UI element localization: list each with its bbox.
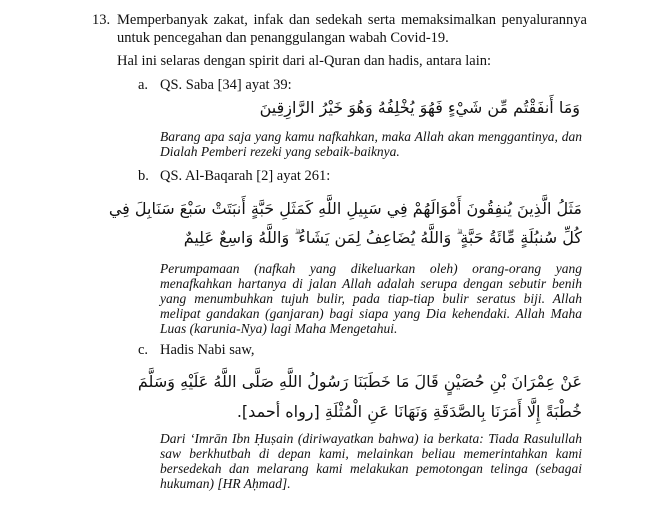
- ref-b-translation-line-2: menafkahkan hartanya di jalan Allah adalah serupa dengan sebutir benih: [160, 276, 582, 291]
- ref-c-translation-line-4: hukuman) [HR Aḥmad].: [160, 476, 291, 491]
- item13-line-2: untuk pencegahan dan penanggulangan wabah Covid-19.: [117, 30, 449, 46]
- ref-a-title: QS. Saba [34] ayat 39:: [160, 77, 292, 93]
- ref-a-arabic: وَمَا أَنفَقْتُم مِّن شَيْءٍ فَهُوَ يُخْلِفُهُ وَهُوَ خَيْرُ الرَّازِقِينَ: [259, 98, 580, 117]
- ref-a-marker: a.: [138, 77, 149, 93]
- ref-b-translation-line-5: Luas (karunia-Nya) lagi Maha Mengetahui.: [160, 321, 398, 336]
- ref-b-translation-line-4: melipat gandakan (ganjaran) bagi siapa yang Dia kehendaki. Allah Maha: [160, 306, 582, 321]
- intro-text: Hal ini selaras dengan spirit dari al-Quran dan hadis, antara lain:: [117, 53, 492, 69]
- ref-c-arabic-line-1: عَنْ عِمْرَانَ بْنِ حُصَيْنٍ قَالَ مَا خَطَبَنَا رَسُولُ اللَّهِ صَلَّى اللَّهُ عَلَيْهِ وَسَلَّمَ: [137, 372, 582, 391]
- ref-b-title: QS. Al-Baqarah [2] ayat 261:: [160, 168, 331, 184]
- ref-b-arabic-line-2: كُلِّ سُنبُلَةٍ مِّائَةُ حَبَّةٍ ۗ وَاللَّهُ يُضَاعِفُ لِمَن يَشَاءُ ۗ وَاللَّهُ وَاسِعٌ عَلِيمٌ: [183, 228, 582, 247]
- ref-c-translation-line-2: saw berkhutbah di depan kami, melainkan beliau memerintahkan kami: [160, 446, 582, 461]
- ref-a-translation-line-1: Barang apa saja yang kamu nafkahkan, maka Allah akan menggantinya, dan: [160, 129, 582, 144]
- item-number: 13.: [92, 12, 111, 28]
- ref-b-translation-line-3: yang menumbuhkan tujuh bulir, pada tiap-tiap bulir seratus biji. Allah: [160, 291, 582, 306]
- ref-a-translation-line-2: Dialah Pemberi rezeki yang sebaik-baiknya.: [160, 144, 400, 159]
- ref-c-translation-line-3: bersedekah dan melarang kami melakukan pemotongan telinga (sebagai: [160, 461, 582, 476]
- ref-c-arabic-line-2: خُطْبَةً إِلَّا أَمَرَنَا بِالصَّدَقَةِ وَنَهَانَا عَنِ الْمُثْلَةِ [رواه أحمد].: [236, 402, 582, 421]
- ref-b-arabic-line-1: مَثَلُ الَّذِينَ يُنفِقُونَ أَمْوَالَهُمْ فِي سَبِيلِ اللَّهِ كَمَثَلِ حَبَّةٍ أَنبَتَتْ سَبْعَ سَنَابِلَ فِي: [108, 199, 582, 218]
- ref-c-marker: c.: [138, 342, 149, 358]
- ref-b-marker: b.: [138, 168, 149, 184]
- ref-c-translation-line-1: Dari ‘Imrān Ibn Ḥuṣain (diriwayatkan bahwa) ia berkata: Tiada Rasulullah: [160, 431, 582, 446]
- item13-line-1: Memperbanyak zakat, infak dan sedekah serta memaksimalkan penyalurannya: [117, 12, 587, 28]
- ref-c-title: Hadis Nabi saw,: [160, 342, 255, 358]
- ref-b-translation-line-1: Perumpamaan (nafkah yang dikeluarkan oleh) orang-orang yang: [160, 261, 582, 276]
